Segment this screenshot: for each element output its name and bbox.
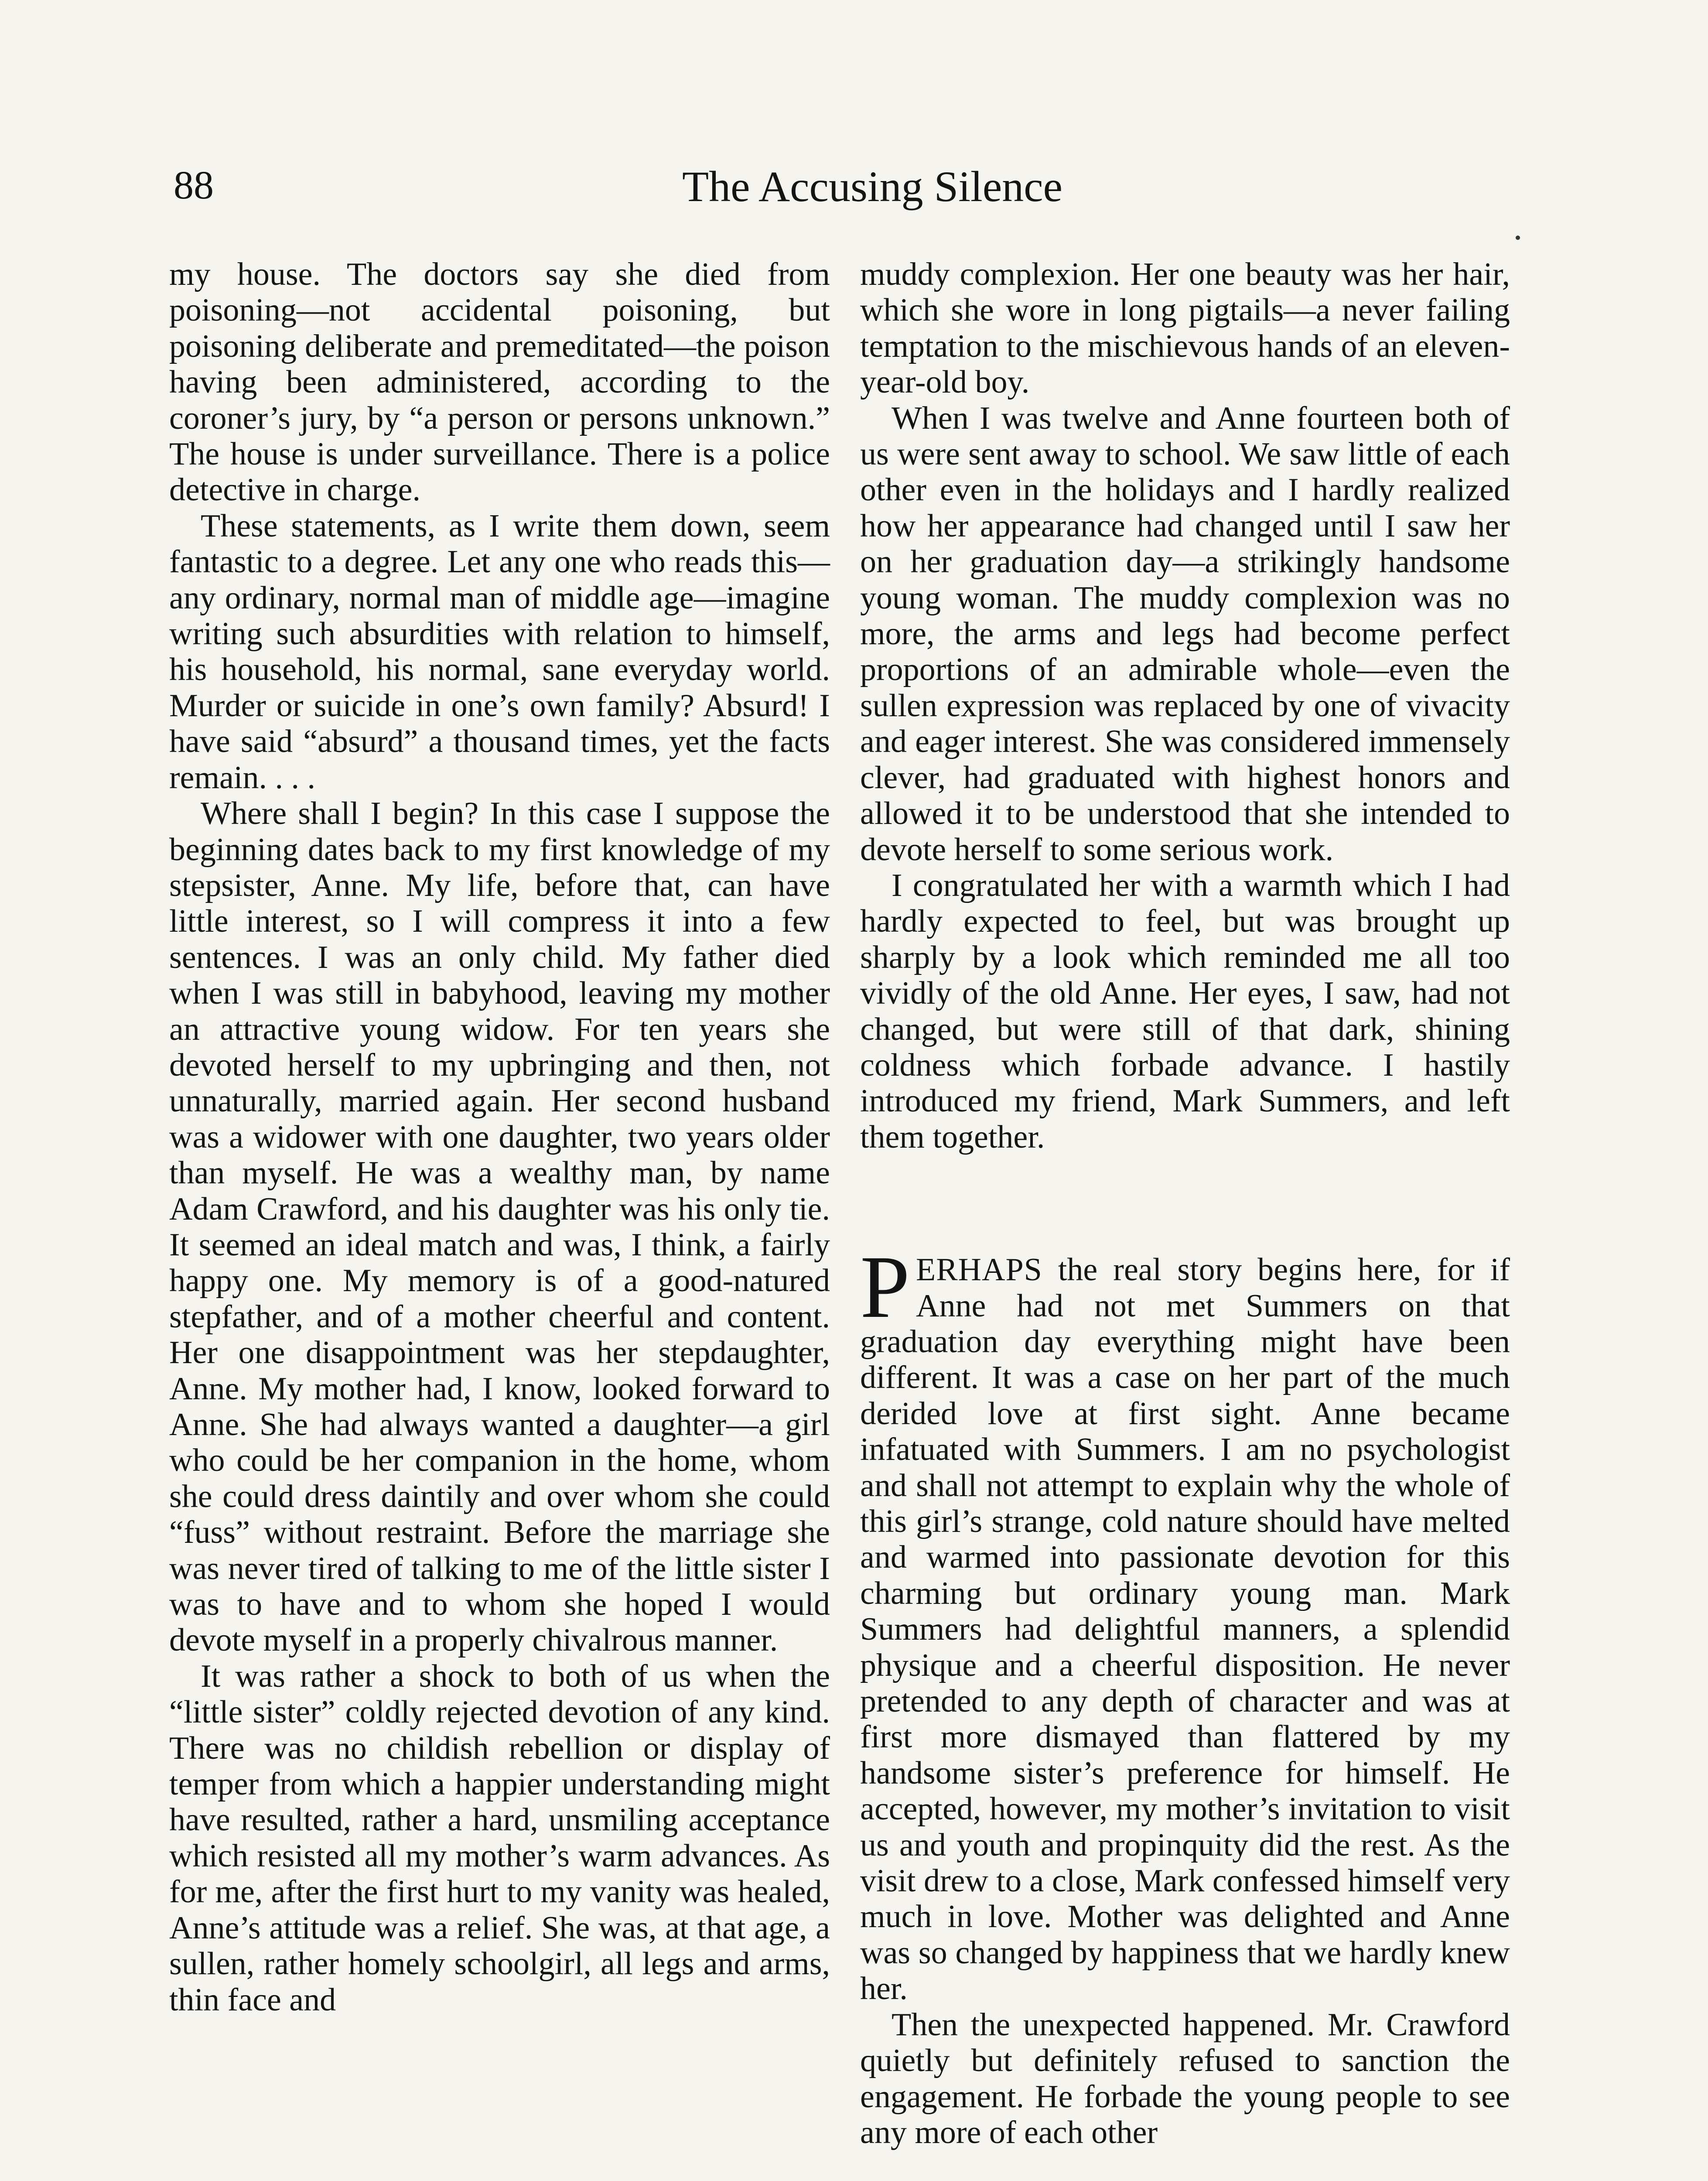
paragraph: Then the unexpected happened. Mr. Crawford quietly but definitely refused to sanction the engagement. He forbade the young people to see any more of each other — [860, 2007, 1510, 2150]
paragraph-text: the real story begins here, for if Anne had not met Summers on that graduation day everything might have been different. It was a case on her part of the much derided love at first sight. Anne became infatuated with Summers. I am no psychologist and shall not attempt to explain why the whole of this girl’s strange, cold nature should have melted and warmed into passionate devotion for this charming but ordinary young man. Mark Summers had delightful manners, a splendid physique and a cheerful disposition. He never pretended to any depth of character and was at first more dismayed than flattered by my handsome sister’s preference for himself. He accepted, however, my mother’s invitation to visit us and youth and propinquity did the rest. As the visit drew to a close, Mark confessed himself very much in love. Mother was delighted and Anne was so changed by happiness that we hardly knew her. — [860, 1252, 1510, 2007]
paragraph: my house. The doctors say she died from poisoning—not accidental poisoning, but poisoning deliberate and premeditated—the poison having been administered, according to the coroner’s jury, by “a person or persons unknown.” The house is under surveillance. There is a police detective in charge. — [169, 256, 830, 508]
drop-cap: P — [860, 1237, 910, 1337]
paragraph: I congratulated her with a warmth which I had hardly expected to feel, but was brought up sharply by a look which reminded me all too vividly of the old Anne. Her eyes, I saw, had not changed, but were still of that dark, shining coldness which forbade advance. I hastily introduced my friend, Mark Summers, and left them together. — [860, 867, 1510, 1155]
print-speck — [1516, 236, 1520, 240]
left-column — [169, 256, 830, 2018]
paragraph: These statements, as I write them down, seem fantastic to a degree. Let any one who reads this—any ordinary, normal man of middle age—imagine writing such absurdities with relation to himself, his household, his normal, sane everyday world. Murder or suicide in one’s own family? Absurd! I have said “absurd” a thousand times, yet the facts remain. . . . — [169, 508, 830, 796]
paragraph: muddy complexion. Her one beauty was her hair, which she wore in long pigtails—a never failing temptation to the mischievous hands of an eleven-year-old boy. — [860, 256, 1510, 400]
paragraph: When I was twelve and Anne fourteen both of us were sent away to school. We saw little of each other even in the holidays and I hardly realized how her appearance had changed until I saw her on her graduation day—a strikingly handsome young woman. The muddy complexion was no more, the arms and legs had become perfect proportions of an admirable whole—even the sullen expression was replaced by one of vivacity and eager interest. She was considered immensely clever, had graduated with highest honors and allowed it to be understood that she intended to devote herself to some serious work. — [860, 400, 1510, 868]
running-title: The Accusing Silence — [682, 162, 1062, 211]
section-opening-paragraph — [860, 1237, 1510, 2007]
paragraph: It was rather a shock to both of us when the “little sister” coldly rejected devotion of any kind. There was no childish rebellion or display of temper from which a happier understanding might have resulted, rather a hard, unsmiling acceptance which resisted all my mother’s warm advances. As for me, after the first hurt to my vanity was healed, Anne’s attitude was a relief. She was, at that age, a sullen, rather homely schoolgirl, all legs and arms, thin face and — [169, 1658, 830, 2018]
right-column — [860, 256, 1510, 2150]
paragraph: Where shall I begin? In this case I suppose the beginning dates back to my first knowledge of my stepsister, Anne. My life, before that, can have little interest, so I will compress it into a few sentences. I was an only child. My father died when I was still in babyhood, leaving my mother an attractive young widow. For ten years she devoted herself to my upbringing and then, not unnaturally, married again. Her second husband was a widower with one daughter, two years older than myself. He was a wealthy man, by name Adam Crawford, and his daughter was his only tie. It seemed an ideal match and was, I think, a fairly happy one. My memory is of a good-natured stepfather, and of a mother cheerful and content. Her one disappointment was her stepdaughter, Anne. My mother had, I know, looked forward to Anne. She had always wanted a daughter—a girl who could be her companion in the home, whom she could dress daintily and over whom she could “fuss” without restraint. Before the marriage she was never tired of talking to me of the little sister I was to have and to whom she hoped I would devote myself in a properly chivalrous manner. — [169, 796, 830, 1658]
page-number: 88 — [174, 163, 214, 207]
small-caps-lead: ERHAPS — [916, 1252, 1042, 1288]
